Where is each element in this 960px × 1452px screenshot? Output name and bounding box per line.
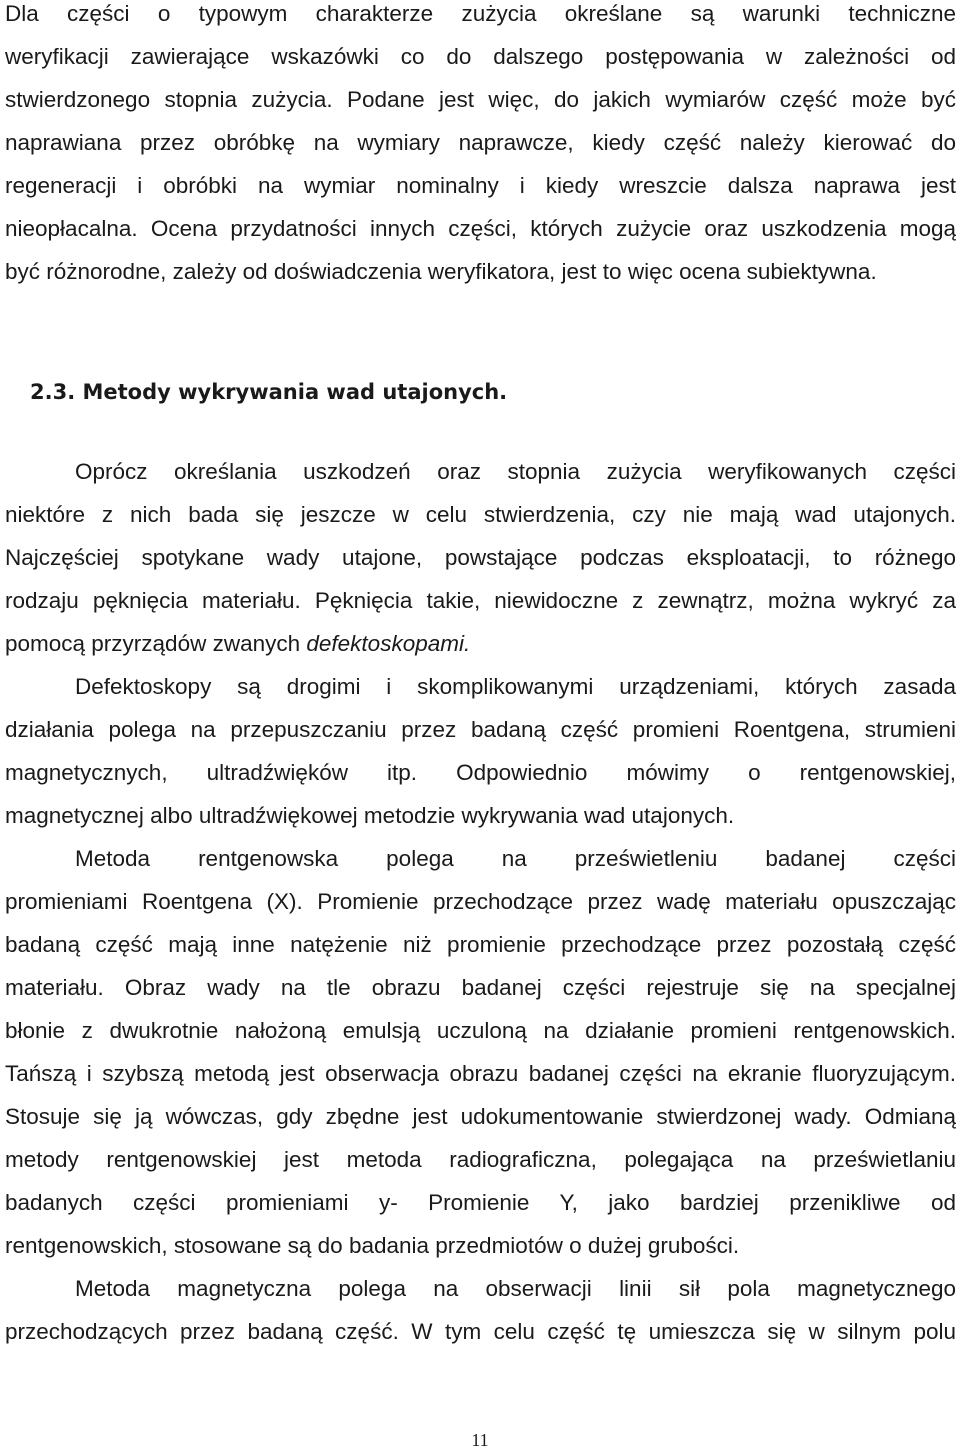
text-line: Dla części o typowym charakterze zużycia określane są warunki techniczne (5, 1, 956, 26)
text-line (5, 629, 956, 659)
text-line: Oprócz określania uszkodzeń oraz stopnia zużycia weryfikowanych części (75, 459, 956, 484)
text-line: działania polega na przepuszczaniu przez badaną część promieni Roentgena, strumieni (5, 717, 956, 742)
text-line: materiału. Obraz wady na tle obrazu badanej części rejestruje się na specjalnej (5, 975, 956, 1000)
text-line: badaną część mają inne natężenie niż promienie przechodzące przez pozostałą część (5, 932, 956, 957)
text-line: Stosuje się ją wówczas, gdy zbędne jest udokumentowanie stwierdzonej wady. Odmianą (5, 1104, 956, 1129)
text-line: rentgenowskich, stosowane są do badania przedmiotów o dużej grubości. (5, 1233, 740, 1258)
text-line: stwierdzonego stopnia zużycia. Podane jest więc, do jakich wymiarów część może być (5, 87, 956, 112)
text-line: magnetycznej albo ultradźwiękowej metodzie wykrywania wad utajonych. (5, 803, 735, 828)
text-line: Metoda rentgenowska polega na prześwietleniu badanej części (75, 846, 956, 871)
text-line: przechodzących przez badaną część. W tym celu część tę umieszcza się w silnym polu (5, 1319, 956, 1344)
text-line: badanych części promieniami y- Promienie Y, jako bardziej przenikliwe od (5, 1190, 956, 1215)
text-line: Metoda magnetyczna polega na obserwacji linii sił pola magnetycznego (75, 1276, 956, 1301)
text-line: promieniami Roentgena (X). Promienie przechodzące przez wadę materiału opuszczając (5, 889, 956, 914)
text-line: naprawiana przez obróbkę na wymiary naprawcze, kiedy część należy kierować do (5, 130, 956, 155)
text-line: regeneracji i obróbki na wymiar nominalny i kiedy wreszcie dalsza naprawa jest (5, 173, 956, 198)
text-line: metody rentgenowskiej jest metoda radiograficzna, polegająca na prześwietlaniu (5, 1147, 956, 1172)
text-line: magnetycznych, ultradźwięków itp. Odpowiednio mówimy o rentgenowskiej, (5, 760, 956, 785)
section-heading: 2.3. Metody wykrywania wad utajonych. (30, 380, 508, 404)
text-line: Najczęściej spotykane wady utajone, powstające podczas eksploatacji, to różnego (5, 545, 956, 570)
text-line: rodzaju pęknięcia materiału. Pęknięcia takie, niewidoczne z zewnątrz, można wykryć za (5, 588, 956, 613)
text-run: pomocą przyrządów zwanych (5, 631, 307, 656)
page-number: 11 (471, 1430, 489, 1450)
text-line: być różnorodne, zależy od doświadczenia weryfikatora, jest to więc ocena subiektywna. (5, 259, 877, 284)
text-line: Tańszą i szybszą metodą jest obserwacja obrazu badanej części na ekranie fluoryzującym. (5, 1061, 956, 1086)
text-line: błonie z dwukrotnie nałożoną emulsją uczuloną na działanie promieni rentgenowskich. (5, 1018, 956, 1043)
text-line: Defektoskopy są drogimi i skomplikowanymi urządzeniami, których zasada (75, 674, 956, 699)
text-line: nieopłacalna. Ocena przydatności innych części, których zużycie oraz uszkodzenia mogą (5, 216, 956, 241)
emphasized-term: defektoskopami. (306, 631, 471, 656)
text-line: weryfikacji zawierające wskazówki co do dalszego postępowania w zależności od (5, 44, 956, 69)
text-line: niektóre z nich bada się jeszcze w celu stwierdzenia, czy nie mają wad utajonych. (5, 502, 956, 527)
